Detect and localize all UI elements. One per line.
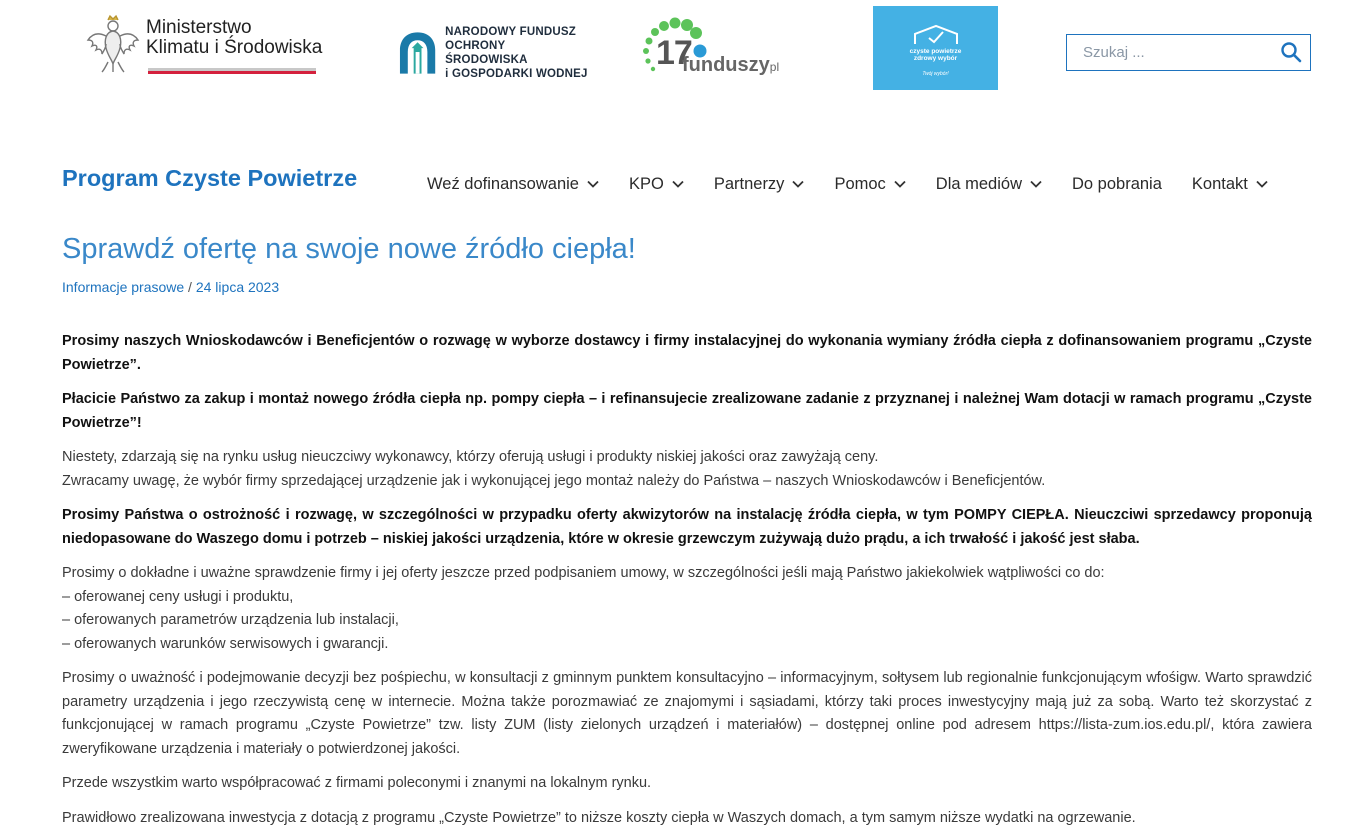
- search-input[interactable]: [1067, 35, 1272, 69]
- paragraph-line: Prosimy o dokładne i uważne sprawdzenie firmy i jej oferty jeszcze przed podpisaniem umowy, w szczególności jeśli mają Państwo jakiekolwiek wątpliwości co do:: [62, 565, 1105, 581]
- nav-item-label: Kontakt: [1191, 174, 1248, 193]
- nav-item-kpo[interactable]: [629, 175, 684, 194]
- nav-item-label: Partnerzy: [713, 174, 785, 193]
- 17funduszy-word: funduszypl: [682, 54, 780, 76]
- nav-item-kontakt[interactable]: [1192, 175, 1268, 194]
- meta-separator: /: [184, 279, 196, 295]
- nav-item-do-pobrania[interactable]: [1072, 175, 1162, 194]
- ministry-name-line1: Ministerstwo: [146, 17, 252, 38]
- nav-item-label: Do pobrania: [1072, 174, 1162, 193]
- logos-bar: [0, 0, 1367, 110]
- paragraph: Prawidłowo zrealizowana inwestycja z dotacją z programu „Czyste Powietrze” to niższe koszty ciepła w Waszych domach, a tym samym niższe wydatki na ogrzewanie.: [62, 809, 1136, 826]
- nav-item-wez-dofinansowanie[interactable]: [427, 175, 599, 194]
- site-title-link[interactable]: Program Czyste Powietrze: [62, 165, 358, 191]
- nfosigw-logo[interactable]: [398, 28, 588, 78]
- paragraph-line: Zwracamy uwagę, że wybór firmy sprzedającej urządzenie jak i wykonującej jego montaż należy do Państwa – naszych Wnioskodawców i Beneficjentów.: [62, 472, 1046, 489]
- main-nav: [427, 172, 1268, 196]
- article-body: [62, 330, 1312, 834]
- paragraph: Prosimy naszych Wnioskodawców i Beneficjentów o rozwagę w wyborze dostawcy i firmy instalacyjnej do wykonania wymiany źródła ciepła z dofinansowaniem programu „Czyste Powietrze”.: [62, 333, 1312, 373]
- chevron-down-icon: [1030, 180, 1042, 188]
- ministry-name-line2: Klimatu i Środowiska: [146, 37, 323, 58]
- paragraph: Prosimy Państwa o ostrożność i rozwagę, w szczególności w przypadku oferty akwizytorów na instalację źródła ciepła, w tym POMPY CIEPŁA. Nieuczciwi sprzedawcy proponują niedopasowane do Waszego domu i potrzeb – niskiej jakości urządzenia, które w okresie grzewczym zużywają dużo prądu, a ich trwałość i jakość jest słaba.: [62, 507, 1312, 547]
- list-item: – oferowanych warunków serwisowych i gwarancji.: [62, 635, 389, 652]
- house-icon: [911, 24, 961, 46]
- paragraph: Prosimy o uważność i podejmowanie decyzji bez pośpiechu, w konsultacji z gminnym punktem konsultacyjno – informacyjnym, sołtysem lub regionalnie funkcjonującym wfośigw. Warto sprawdzić parametry urządzenia i jego rzeczywistą cenę w internecie. Można także porozmawiać ze znajomymi i sąsiadami, którzy taki proces inwestycyjny mają już za sobą. Warto też skorzystać z funkcjonującej w ramach programu „Czyste Powietrze” tzw. listy ZUM (listy zielonych urządzeń i materiałów) – dostępnej online pod adresem https://lista-zum.ios.edu.pl/, która zawiera zweryfikowane urządzenia i materiały o potwierdzonej jakości.: [62, 670, 1312, 757]
- 17funduszy-logo[interactable]: [642, 16, 794, 82]
- chevron-down-icon: [672, 180, 684, 188]
- nav-item-pomoc[interactable]: [834, 175, 905, 194]
- nav-item-label: Weź dofinansowanie: [427, 174, 579, 193]
- list-item: – oferowanych parametrów urządzenia lub instalacji,: [62, 612, 399, 628]
- czyste-powietrze-logo[interactable]: [873, 6, 998, 90]
- paragraph: [62, 446, 1312, 493]
- flag-stripe: [148, 68, 316, 74]
- ministry-logo[interactable]: [86, 14, 326, 76]
- chevron-down-icon: [1256, 180, 1268, 188]
- article-meta: [62, 279, 279, 295]
- nfosigw-line1: NARODOWY FUNDUSZ: [445, 26, 576, 38]
- nav-item-label: KPO: [628, 174, 664, 193]
- paragraph-line: Niestety, zdarzają się na rynku usług nieuczciwy wykonawcy, którzy oferują usługi i produkty niskiej jakości oraz zawyżają ceny.: [62, 449, 879, 465]
- ministry-name: [146, 18, 322, 58]
- eagle-emblem-icon: [86, 14, 140, 74]
- nav-item-label: Pomoc: [834, 174, 886, 193]
- paragraph: Płacicie Państwo za zakup i montaż nowego źródła ciepła np. pompy ciepła – i refinansujecie zrealizowane zadanie z przyznanej i należnej Wam dotacji w ramach programu „Czyste Powietrze”!: [62, 391, 1312, 431]
- nfosigw-line3: i GOSPODARKI WODNEJ: [445, 68, 588, 80]
- nfosigw-mark-icon: [398, 30, 437, 76]
- article-date: 24 lipca 2023: [195, 279, 280, 295]
- chevron-down-icon: [587, 180, 599, 188]
- search-box: [1066, 34, 1311, 71]
- chevron-down-icon: [792, 180, 804, 188]
- nfosigw-line2: OCHRONY ŚRODOWISKA: [445, 40, 528, 66]
- chevron-down-icon: [894, 180, 906, 188]
- list-item: – oferowanej ceny usługi i produktu,: [62, 588, 294, 605]
- czyste-powietrze-tagline: Twój wybór!: [922, 71, 949, 77]
- category-link[interactable]: Informacje prasowe: [62, 279, 185, 295]
- paragraph: [62, 562, 1312, 656]
- 17funduszy-number: 17: [656, 34, 692, 72]
- czyste-powietrze-name: czyste powietrze zdrowy wybór: [909, 48, 962, 62]
- nav-item-dla-mediow[interactable]: [936, 175, 1042, 194]
- article-title: Sprawdź ofertę na swoje nowe źródło ciepła!: [62, 233, 636, 265]
- paragraph: Przede wszystkim warto współpracować z firmami poleconymi i znanymi na lokalnym rynku.: [62, 775, 652, 791]
- nav-item-label: Dla mediów: [935, 174, 1022, 193]
- nav-item-partnerzy[interactable]: [714, 175, 805, 194]
- search-icon[interactable]: [1280, 41, 1302, 63]
- nfosigw-name: [445, 25, 588, 81]
